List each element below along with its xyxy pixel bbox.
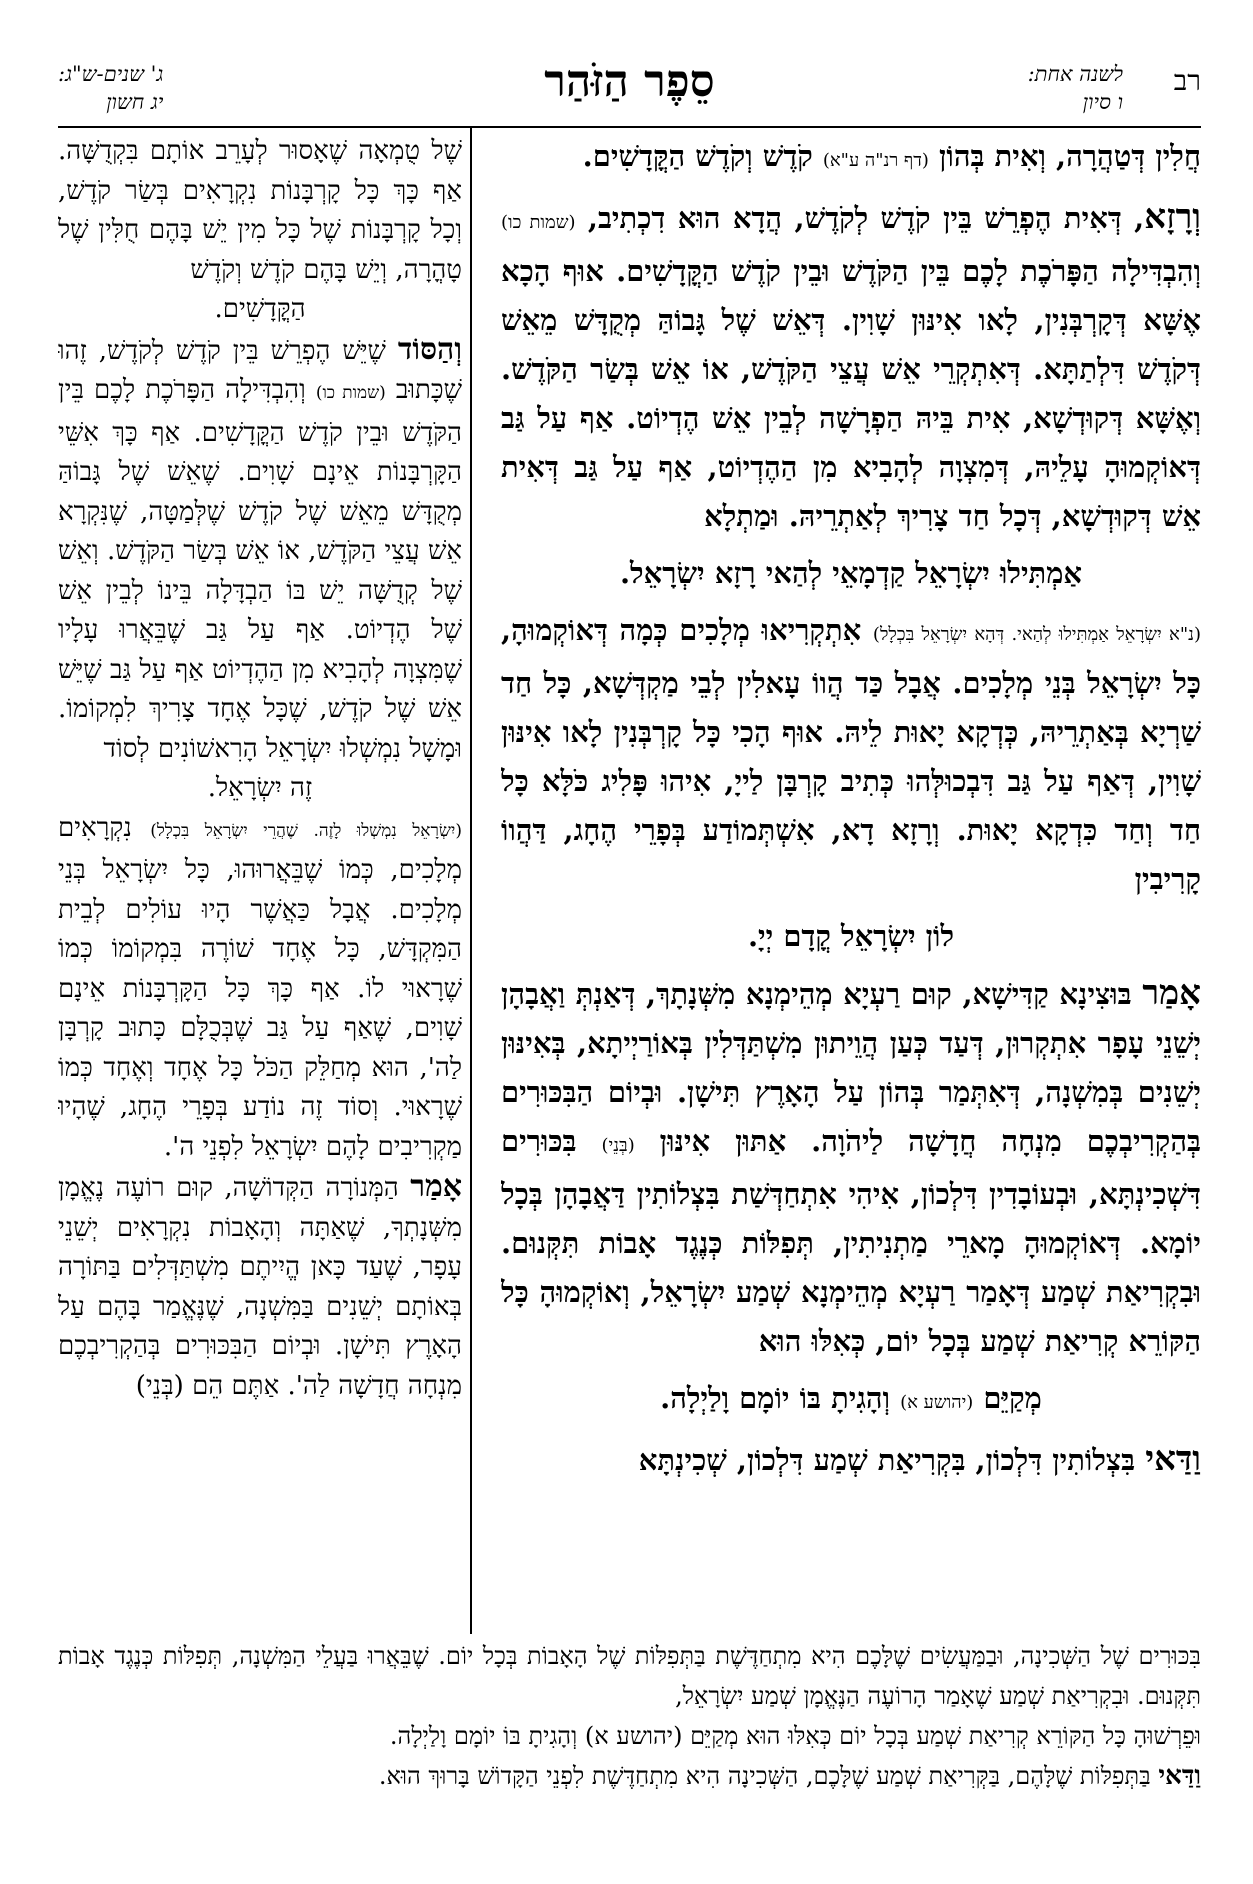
text: וְהָגִיתָ בּוֹ יוֹמָם וָלַיְלָה. xyxy=(660,1381,901,1415)
hebrew-translation-column xyxy=(58,132,462,1628)
paragraph: בִּכּוּרִים שֶׁל הַשְּׁכִינָה, וּבַמַּעֲשִׂים שֶׁלָּכֶם הִיא מִתְחַדֶּשֶׁת בַּתְּפִלּוֹת שֶׁל הָאָבוֹת בְּכָל יוֹם. שֶׁבֵּאֲרוּ בַּעֲלֵי הַמִּשְׁנָה, תְּפִלּוֹת כְּנֶגֶד אָבוֹת תִּקְּנוּם. וּבִקְרִיאַת שְׁמַע שֶׁאָמַר הָרוֹעֶה הַנֶּאֱמָן שְׁמַע יִשְׂרָאֵל, xyxy=(58,1642,1201,1710)
text: וְהִבְדִּילָה הַפָּרֹכֶת לָכֶם בֵּין הַקֹּדֶשׁ וּבֵין קֹדֶשׁ הַקֳּדָשִׁים. אַף כָּךְ אִשֵּׁי הַקָּרְבָּנוֹת אֵינָם שָׁוִים. שֶׁאֵשׁ שֶׁל גָּבוֹהַּ מְקֻדָּשׁ מֵאֵשׁ שֶׁל קֹדֶשׁ שֶׁלְּמַטָּה, שֶׁנִּקְרָא אֵשׁ עֲצֵי הַקֹּדֶשׁ, אוֹ אֵשׁ בְּשַׂר הַקֹּדֶשׁ. וְאֵשׁ שֶׁל קְדֻשָּׁה יֵשׁ בּוֹ הַבְדָּלָה בֵּינוֹ לְבֵין אֵשׁ שֶׁל הֶדְיוֹט. אַף עַל גַּב שֶׁבֵּאֲרוּ עָלָיו שֶׁמִּצְוָה לְהָבִיא מִן הַהֶדְיוֹט אַף עַל גַּב שֶׁיֵּשׁ אֵשׁ שֶׁל קֹדֶשׁ, שֶׁכָּל אֶחָד צָרִיךְ לִמְקוֹמוֹ. וּמָשָׁל נִמְשְׁלוּ יִשְׂרָאֵל הָרִאשׁוֹנִים לְסוֹד xyxy=(58,375,462,764)
variant-note: (נ"א יִשְׂרָאֵל אַמְתִּילוּ לְהַאי. דְּהָא יִשְׂרָאֵל בִּכְלָל) xyxy=(872,624,1201,645)
paragraph xyxy=(58,330,462,770)
text: הַמְּנוֹרָה הַקְּדוֹשָׁה, קוּם רוֹעֶה נֶאֱמָן מִשְּׁנָתְךָ, שֶׁאַתָּה וְהָאָבוֹת נִקְרָאִים יְשֵׁנֵי עָפָר, שֶׁעַד כָּאן הֱיִיתֶם מִשְׁתַּדְּלִים בַּתּוֹרָה בְּאוֹתָם יְשֵׁנִים בַּמִּשְׁנָה, שֶׁנֶּאֱמַר בָּהֶם עַל הָאָרֶץ תִּישָׁן. וּבְיוֹם הַבִּכּוּרִים בְּהַקְרִיבְכֶם מִנְחָה חֲדָשָׁה לַה'. אַתֶּם הֵם (בְּנֵי) xyxy=(58,1173,462,1401)
text: וְהִבְדִּילָה הַפָּרֹכֶת לָכֶם בֵּין הַקֹּדֶשׁ וּבֵין קֹדֶשׁ הַקֳּדָשִׁים. אוּף הָכָא אֶשָּׁא דְּקָרְבְּנִין, לָאו אִינּוּן שָׁוִין. דְּאֵשׁ שֶׁל גָּבוֹהַּ מְקֻדָּשׁ מֵאֵשׁ דְּקֹדֶשׁ דִּלְתַתָּא. דְּאִתְקְרֵי אֵשׁ עֲצֵי הַקֹּדֶשׁ, אוֹ אֵשׁ בְּשַׂר הַקֹּדֶשׁ. וְאֶשָּׁא דְּקוּדְשָׁא, אִית בֵּיהּ הַפְרָשָׁה לְבֵין אֵשׁ הֶדְיוֹט. אַף עַל גַּב דְּאוֹקְמוּהָ עָלֵיהּ, דְּמִצְוָה לְהָבִיא מִן הַהֶדְיוֹט, אַף עַל גַּב דְּאִית אֵשׁ דְּקוּדְשָׁא, דְּכָל חַד צָרִיךְ לְאַתְרֵיהּ. וּמַתְלָא xyxy=(501,254,1201,533)
text: שֶׁיֵּשׁ הֶפְרֵשׁ בֵּין קֹדֶשׁ לְקֹדֶשׁ, זֶהוּ שֶׁכָּתוּב xyxy=(58,335,462,405)
lead-word: וַדַּאי xyxy=(1145,1439,1201,1479)
centered-line xyxy=(501,1374,1201,1427)
schedule-label: ג' שנים-ש"ג: xyxy=(58,62,164,86)
centered-line: זֶה יִשְׂרָאֵל. xyxy=(207,773,313,803)
text: בִּצְלוֹתִין דִּלְכוֹן, בִּקְרִיאַת שְׁמַע דִּלְכוֹן, שְׁכִינְתָּא xyxy=(638,1443,1146,1477)
text: אִתְקְרִיאוּ מְלָכִים כְּמָה דְּאוֹקְמוּהָ, כָּל יִשְׂרָאֵל בְּנֵי מְלָכִים. אֲבָל כַּד הֲווֹ עָאלִין לְבֵי מַקְדְּשָׁא, כָּל חַד שַׁרְיָא בְּאַתְרֵיהּ, כְּדְקָא יָאוּת לֵיהּ. אוּף הָכִי כָּל קָרְבְּנִין לָאו אִינּוּן שָׁוִין, דְּאַף עַל גַּב דִּבְכוּלְּהוּ כְּתִיב קָרְבָּן לַייָ, אִיהוּ פָּלִיג כֹּלָּא כָּל חַד וְחַד כִּדְקָא יָאוּת. וְרָזָא דָא, אִשְׁתְּמוֹדַע בְּפָרֵי הֶחָג, דַּהֲווֹ קָרִיבִין xyxy=(501,613,1201,896)
text: קֹדֶשׁ וְקֹדֶשׁ הַקֳּדָשִׁים. xyxy=(582,139,823,173)
header-rule xyxy=(58,126,1201,128)
study-schedule-three-years xyxy=(58,60,163,116)
paragraph xyxy=(58,1756,1201,1796)
lead-word: וַדַּאי xyxy=(1158,1761,1201,1791)
verse-reference: (שמות כו) xyxy=(501,212,576,233)
centered-line: אַמְתִּילוּ יִשְׂרָאֵל קַדְמָאֵי לְהַאי רָזָא יִשְׂרָאֵל. xyxy=(619,556,1083,590)
column-rule xyxy=(470,126,472,1634)
paragraph xyxy=(501,193,1201,541)
verse-reference: (יהושע א) xyxy=(900,1392,974,1413)
variant-note: (יִשְׂרָאֵל נִמְשְׁלוּ לָזֶה. שֶׁהֲרֵי יִשְׂרָאֵל בִּכְלָל) xyxy=(150,820,462,841)
lead-word: וְרָזָא xyxy=(1144,197,1201,237)
text: חֲלִין דְּטַהֲרָה, וְאִית בְּהוֹן xyxy=(928,139,1201,173)
text: מְקַיֵּם xyxy=(973,1381,1042,1415)
schedule-date: יג חשון xyxy=(106,90,164,114)
text: נִקְרָאִים מְלָכִים, כְּמוֹ שֶׁבֵּאֲרוּהוּ, כָּל יִשְׂרָאֵל בְּנֵי מְלָכִים. אֲבָל כַּאֲשֶׁר הָיוּ עוֹלִים לְבֵית הַמִּקְדָּשׁ, כָּל אֶחָד שׁוֹרֶה בִּמְקוֹמוֹ כְּמוֹ שֶׁרָאוּי לוֹ. אַף כָּךְ כָּל הַקָּרְבָּנוֹת אֵינָם שָׁוִים, שֶׁאַף עַל גַּב שֶׁבְּכֻלָּם כָּתוּב קָרְבָּן לַה', הוּא מְחַלֵּק הַכֹּל כָּל אֶחָד וְאֶחָד כְּמוֹ שֶׁרָאוּי. וְסוֹד זֶה נוֹדַע בְּפָרֵי הֶחָג, שֶׁהָיוּ מַקְרִיבִים לָהֶם יִשְׂרָאֵל לִפְנֵי ה'. xyxy=(58,812,462,1162)
text: בּוּצִינָא קַדִּישָׁא, קוּם רַעְיָא מְהֵימְנָא מִשְּׁנָתָךְ, דְּאַנְתְּ וַאֲבָהָן יְשֵׁנֵי עָפָר אִתְקְרוּן, דְּעַד כְּעַן הֲוֵיתוּן מִשְׁתַּדְּלִין בְּאוֹרַיְיתָא, בְּאִינּוּן יְשֵׁנִים בְּמִשְׁנָה, דְּאִתְּמַר בְּהוֹן עַל הָאָרֶץ תִּישָׁן. וּבְיוֹם הַבִּכּוּרִים בְּהַקְרִיבְכֶם מִנְחָה חֲדָשָׁה לַיהֹוָה. אַתּוּן אִינּוּן xyxy=(501,977,1201,1158)
book-title: סֵפֶר הַזֹּהַר xyxy=(544,56,715,107)
centered-line: לוֹן יִשְׂרָאֵל קֳדָם יְיָ. xyxy=(747,919,955,953)
lead-word: וְהַסּוֹד xyxy=(397,331,462,367)
lead-word: אָמַר xyxy=(410,1169,462,1204)
text: בַּתְּפִלּוֹת שֶׁלָּהֶם, בַּקְּרִיאַת שְׁמַע שֶׁלָּכֶם, הַשְּׁכִינָה הִיא מִתְחַדֶּשֶׁת לִפְנֵי הַקָּדוֹשׁ בָּרוּךְ הוּא. xyxy=(378,1762,1159,1790)
verse-reference: (שמות כו) xyxy=(315,383,386,403)
paragraph: וּפֵרְשׁוּהָ כָּל הַקּוֹרֵא קְרִיאַת שְׁמַע בְּכָל יוֹם כְּאִלּוּ הוּא מְקַיֵּם (יהושע א) וְהָגִיתָ בּוֹ יוֹמָם וָלַיְלָה. xyxy=(389,1722,1201,1750)
centered-line: הַקֳּדָשִׁים. xyxy=(214,294,306,324)
lead-word: אָמַר xyxy=(1142,973,1201,1013)
schedule-label: לשנה אחת: xyxy=(1027,62,1123,86)
paragraph xyxy=(501,969,1201,1366)
variant-note: (בְּנֵי) xyxy=(601,1135,635,1156)
paragraph xyxy=(501,1435,1201,1485)
translation-continuation xyxy=(58,1636,1201,1836)
text: בִּכּוּרִים דִּשְׁכִינְתָּא, וּבְעוֹבָדִין דִּלְכוֹן, אִיהִי אִתְחַדְּשַׁת בִּצְלוֹתִין דַּאֲבָהָן בְּכָל יוֹמָא. דְּאוֹקְמוּהָ מָארֵי מַתְנִיתִין, תְּפִלּוֹת כְּנֶגֶד אָבוֹת תִּקְּנוּם. וּבִקְרִיאַת שְׁמַע דְּאָמַר רַעְיָא מְהֵימְנָא שְׁמַע יִשְׂרָאֵל, וְאוֹקְמוּהָ כָּל הַקּוֹרֵא קְרִיאַת שְׁמַע בְּכָל יוֹם, כְּאִלּוּ הוּא xyxy=(501,1124,1201,1358)
folio-number: רב xyxy=(1173,64,1201,97)
schedule-date: ו סיון xyxy=(1082,90,1123,114)
paragraph xyxy=(501,606,1201,904)
paragraph xyxy=(501,132,1201,185)
aramaic-main-column xyxy=(501,132,1201,1628)
text: , דְּאִית הֶפְרֵשׁ בֵּין קֹדֶשׁ לְקֹדֶשׁ, הֲדָא הוּא דִכְתִיב, xyxy=(575,201,1145,235)
page-header xyxy=(58,58,1201,126)
page-reference: (דף רנ"ה ע"א) xyxy=(822,150,929,171)
paragraph xyxy=(58,1167,462,1406)
paragraph: שֶׁל טֻמְאָה שֶׁאָסוּר לְעָרֵב אוֹתָם בִּקְדֻשָּׁה. אַף כָּךְ כָּל קָרְבָּנוֹת נִקְרָאִים בְּשַׂר קֹדֶשׁ, וְכָל קָרְבָּנוֹת שֶׁל כָּל מִין יֵשׁ בָּהֶם חֻלִּין שֶׁל טָהֳרָה, וְיֵשׁ בָּהֶם קֹדֶשׁ וְקֹדֶשׁ xyxy=(58,136,462,285)
paragraph xyxy=(58,809,462,1168)
